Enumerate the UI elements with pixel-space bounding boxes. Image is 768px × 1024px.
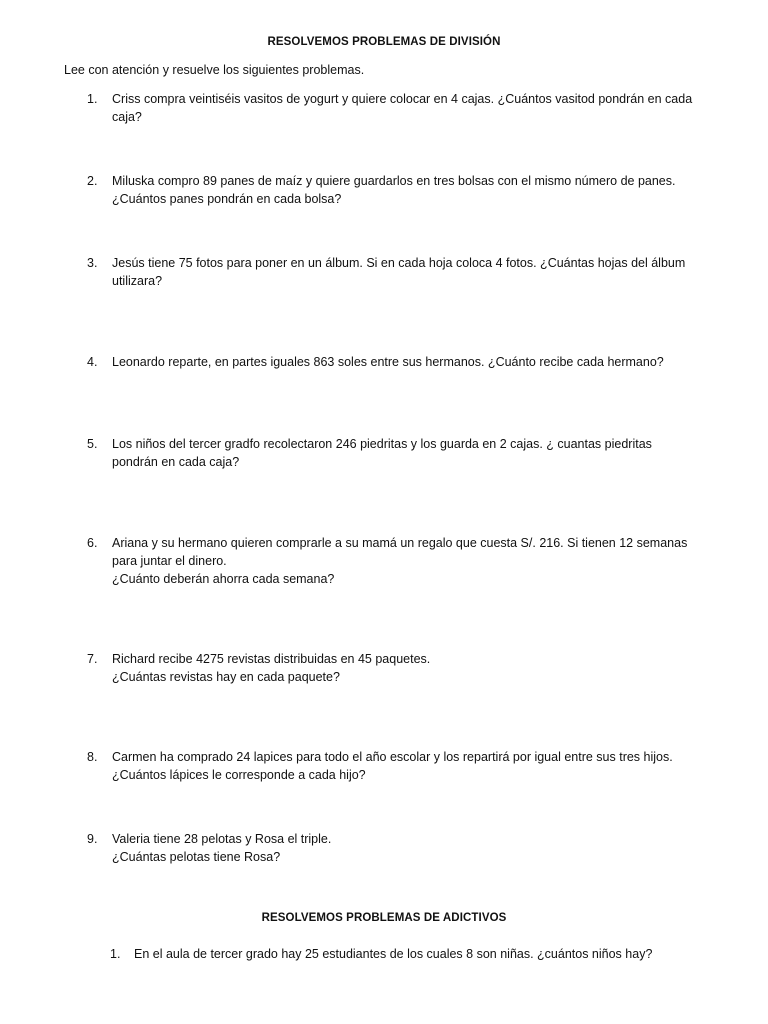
problem-number: 1.	[87, 92, 98, 106]
problem-line: Valeria tiene 28 pelotas y Rosa el triple.	[112, 832, 332, 846]
problem-number: 4.	[87, 355, 98, 369]
problem-number: 8.	[87, 750, 98, 764]
problem-2	[87, 172, 727, 208]
problem-line: pondrán en cada caja?	[112, 455, 240, 469]
problem-6	[87, 534, 727, 588]
intro-text: Lee con atención y resuelve los siguientes problemas.	[64, 63, 365, 77]
problem-line: ¿Cuántas revistas hay en cada paquete?	[112, 670, 340, 684]
problem-line: Carmen ha comprado 24 lapices para todo el año escolar y los repartirá por igual entre sus tres hijos.	[112, 750, 673, 764]
problem-1	[87, 90, 727, 126]
problem-line: utilizara?	[112, 274, 163, 288]
problem-5	[87, 435, 727, 471]
problem-line: Richard recibe 4275 revistas distribuidas en 45 paquetes.	[112, 652, 431, 666]
problem-line: En el aula de tercer grado hay 25 estudiantes de los cuales 8 son niñas. ¿cuántos niños hay?	[134, 947, 653, 961]
problem-line: caja?	[112, 110, 142, 124]
problem-number: 6.	[87, 536, 98, 550]
problem-adicion-1	[110, 945, 750, 963]
problem-line: Leonardo reparte, en partes iguales 863 soles entre sus hermanos. ¿Cuánto recibe cada hermano?	[112, 355, 664, 369]
problem-7	[87, 650, 727, 686]
section-title-adicion: RESOLVEMOS PROBLEMAS DE ADICTIVOS	[261, 912, 507, 924]
problem-line: ¿Cuántos lápices le corresponde a cada hijo?	[112, 768, 366, 782]
problem-number: 9.	[87, 832, 98, 846]
problem-9	[87, 830, 727, 866]
problem-line: para juntar el dinero.	[112, 554, 227, 568]
problem-number: 3.	[87, 256, 98, 270]
problem-line: Miluska compro 89 panes de maíz y quiere guardarlos en tres bolsas con el mismo número de panes.	[112, 174, 676, 188]
problem-number: 7.	[87, 652, 98, 666]
problem-number: 5.	[87, 437, 98, 451]
problem-line: Ariana y su hermano quieren comprarle a su mamá un regalo que cuesta S/. 216. Si tienen 12 semanas	[112, 536, 688, 550]
problem-number: 2.	[87, 174, 98, 188]
problem-line: ¿Cuántos panes pondrán en cada bolsa?	[112, 192, 342, 206]
problem-line: Los niños del tercer gradfo recolectaron 246 piedritas y los guarda en 2 cajas. ¿ cuantas piedritas	[112, 437, 652, 451]
section-title-division: RESOLVEMOS PROBLEMAS DE DIVISIÓN	[267, 36, 501, 48]
problem-line: Jesús tiene 75 fotos para poner en un álbum. Si en cada hoja coloca 4 fotos. ¿Cuántas hojas del álbum	[112, 256, 686, 270]
problem-8	[87, 748, 727, 784]
problem-line: Criss compra veintiséis vasitos de yogurt y quiere colocar en 4 cajas. ¿Cuántos vasitod pondrán en cada	[112, 92, 693, 106]
problem-number: 1.	[110, 947, 121, 961]
problem-line: ¿Cuánto deberán ahorra cada semana?	[112, 572, 335, 586]
problem-4	[87, 353, 727, 371]
problem-3	[87, 254, 727, 290]
problem-line: ¿Cuántas pelotas tiene Rosa?	[112, 850, 281, 864]
